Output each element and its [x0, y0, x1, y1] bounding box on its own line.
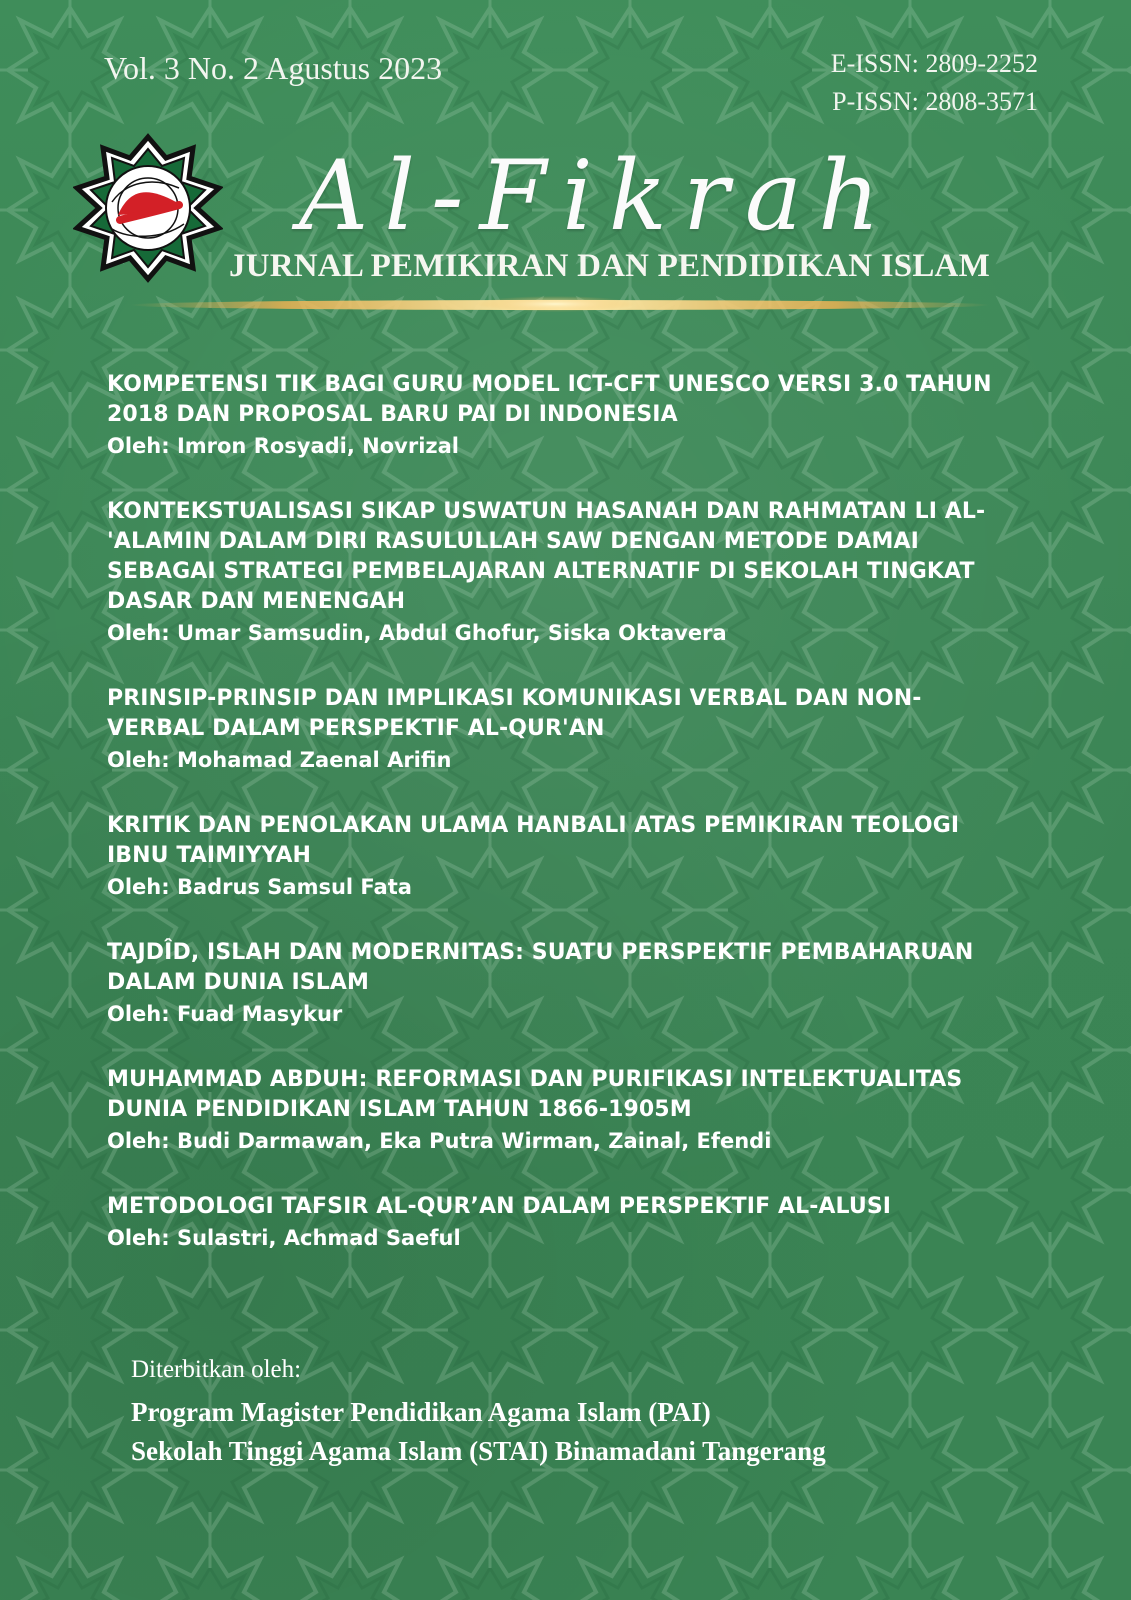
- article-item: [107, 370, 1007, 461]
- article-item: [107, 938, 1007, 1029]
- article-title: TAJDÎD, ISLAH DAN MODERNITAS: SUATU PERSPEKTIF PEMBAHARUAN DALAM DUNIA ISLAM: [107, 940, 974, 995]
- journal-title: Al-Fikrah: [299, 140, 896, 252]
- article-title: PRINSIP-PRINSIP DAN IMPLIKASI KOMUNIKASI VERBAL DAN NON-VERBAL DALAM PERSPEKTIF AL-QUR'AN: [107, 686, 922, 741]
- article-author: Oleh: Badrus Samsul Fata: [107, 875, 412, 899]
- publisher-program: Program Magister Pendidikan Agama Islam (PAI): [131, 1397, 711, 1427]
- article-title: MUHAMMAD ABDUH: REFORMASI DAN PURIFIKASI INTELEKTUALITAS DUNIA PENDIDIKAN ISLAM TAHUN 1866-1905M: [107, 1067, 963, 1122]
- publisher-institution: Sekolah Tinggi Agama Islam (STAI) Binamadani Tangerang: [131, 1436, 826, 1466]
- article-title: KRITIK DAN PENOLAKAN ULAMA HANBALI ATAS PEMIKIRAN TEOLOGI IBNU TAIMIYYAH: [107, 813, 960, 868]
- article-author: Oleh: Fuad Masykur: [107, 1002, 343, 1026]
- article-item: [107, 811, 1007, 902]
- publisher-block: [131, 1354, 991, 1471]
- stai-binamadani-logo: [73, 133, 223, 283]
- article-author: Oleh: Imron Rosyadi, Novrizal: [107, 434, 460, 458]
- article-author: Oleh: Umar Samsudin, Abdul Ghofur, Siska Oktavera: [107, 621, 727, 645]
- p-issn: P-ISSN: 2808-3571: [832, 87, 1038, 116]
- e-issn: E-ISSN: 2809-2252: [830, 49, 1038, 78]
- article-title: METODOLOGI TAFSIR AL-QUR’AN DALAM PERSPEKTIF AL-ALUSI: [107, 1194, 892, 1219]
- issue-volume: Vol. 3 No. 2 Agustus 2023: [104, 50, 443, 86]
- decorative-glow-line: [100, 296, 1020, 314]
- article-list: [107, 370, 1007, 1289]
- article-item: [107, 1065, 1007, 1156]
- published-by-label: Diterbitkan oleh:: [131, 1356, 302, 1383]
- article-item: [107, 497, 1007, 648]
- issn-block: [788, 45, 1038, 121]
- article-author: Oleh: Budi Darmawan, Eka Putra Wirman, Zainal, Efendi: [107, 1129, 772, 1153]
- article-item: [107, 1192, 1007, 1253]
- article-item: [107, 684, 1007, 775]
- journal-subtitle: JURNAL PEMIKIRAN DAN PENDIDIKAN ISLAM: [229, 248, 990, 284]
- article-title: KOMPETENSI TIK BAGI GURU MODEL ICT-CFT UNESCO VERSI 3.0 TAHUN 2018 DAN PROPOSAL BARU PAI DI INDONESIA: [107, 372, 992, 427]
- article-title: KONTEKSTUALISASI SIKAP USWATUN HASANAH DAN RAHMATAN LI AL-'ALAMIN DALAM DIRI RASULULLAH SAW DENGAN METODE DAMAI SEBAGAI STRATEGI PEMBELAJARAN ALTERNATIF DI SEKOLAH TINGKAT DASAR DAN MENENGAH: [107, 499, 986, 614]
- article-author: Oleh: Mohamad Zaenal Arifin: [107, 748, 452, 772]
- article-author: Oleh: Sulastri, Achmad Saeful: [107, 1226, 461, 1250]
